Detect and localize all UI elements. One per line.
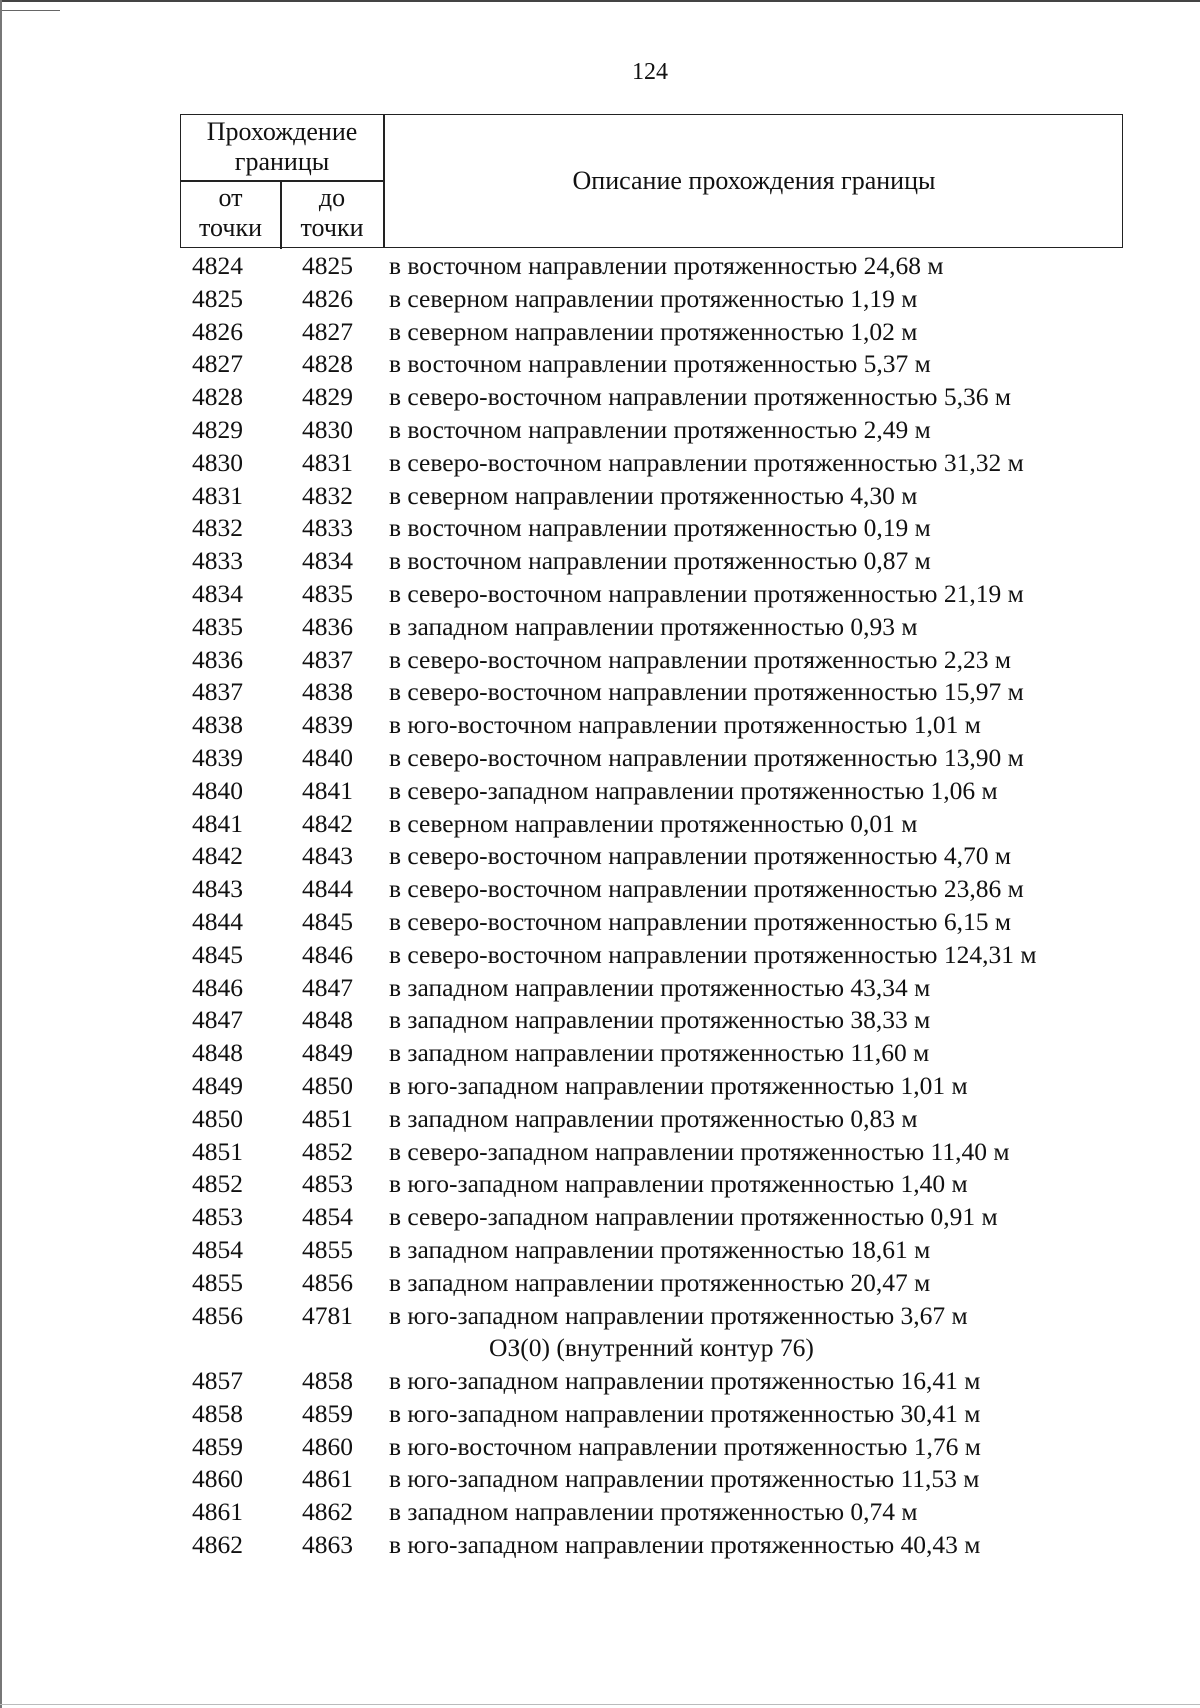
from-point-cell: 4829 (192, 414, 243, 444)
description-cell: в западном направлении протяженностью 43,34 м (389, 972, 931, 1002)
to-point-cell: 4842 (302, 808, 353, 838)
table-row (0, 1201, 1200, 1234)
from-point-cell: 4849 (192, 1070, 243, 1100)
description-cell: в северо-восточном направлении протяженностью 6,15 м (389, 906, 1011, 936)
description-cell: в западном направлении протяженностью 0,74 м (389, 1497, 918, 1527)
header-description: Описание прохождения границы (572, 166, 936, 195)
from-point-cell: 4837 (192, 677, 243, 707)
description-cell: в западном направлении протяженностью 0,93 м (389, 611, 918, 641)
from-point-cell: 4844 (192, 906, 243, 936)
to-point-cell: 4831 (302, 447, 353, 477)
to-point-cell: 4855 (302, 1234, 353, 1264)
scan-border-bottom (0, 1704, 1200, 1705)
from-point-cell: 4857 (192, 1366, 243, 1396)
to-point-cell: 4826 (302, 283, 353, 313)
table-row (0, 1529, 1200, 1562)
to-point-cell: 4852 (302, 1136, 353, 1166)
to-point-cell: 4846 (302, 939, 353, 969)
to-point-cell: 4848 (302, 1005, 353, 1035)
description-cell: в северном направлении протяженностью 1,19 м (389, 283, 918, 313)
description-cell: в юго-западном направлении протяженностью 16,41 м (389, 1366, 981, 1396)
description-cell: в западном направлении протяженностью 18,61 м (389, 1234, 931, 1264)
table-row (0, 1463, 1200, 1496)
header-to-line2: точки (300, 213, 364, 242)
from-point-cell: 4856 (192, 1300, 243, 1330)
from-point-cell: 4860 (192, 1464, 243, 1494)
from-point-cell: 4847 (192, 1005, 243, 1035)
to-point-cell: 4859 (302, 1398, 353, 1428)
from-point-cell: 4833 (192, 546, 243, 576)
from-point-cell: 4859 (192, 1431, 243, 1461)
description-cell: в северо-западном направлении протяженностью 11,40 м (389, 1136, 1010, 1166)
from-point-cell: 4851 (192, 1136, 243, 1166)
description-cell: в северном направлении протяженностью 4,30 м (389, 480, 918, 510)
to-point-cell: 4837 (302, 644, 353, 674)
description-cell: в западном направлении протяженностью 11,60 м (389, 1038, 930, 1068)
description-cell: в северо-западном направлении протяженностью 1,06 м (389, 775, 998, 805)
table-row (0, 939, 1200, 972)
table-row (0, 972, 1200, 1005)
to-point-cell: 4849 (302, 1038, 353, 1068)
from-point-cell: 4824 (192, 251, 243, 280)
from-point-cell: 4853 (192, 1202, 243, 1232)
description-cell: в восточном направлении протяженностью 24,68 м (389, 251, 944, 280)
table-row (0, 1398, 1200, 1431)
table-row (0, 1431, 1200, 1464)
table-row (0, 1070, 1200, 1103)
table-row (0, 1496, 1200, 1529)
header-passage (181, 117, 383, 177)
from-point-cell: 4858 (192, 1398, 243, 1428)
from-point-cell: 4839 (192, 742, 243, 772)
table-row (0, 578, 1200, 611)
to-point-cell: 4827 (302, 316, 353, 346)
from-point-cell: 4850 (192, 1103, 243, 1133)
description-cell: в восточном направлении протяженностью 0,19 м (389, 513, 931, 543)
to-point-cell: 4830 (302, 414, 353, 444)
description-cell: в юго-западном направлении протяженностью 3,67 м (389, 1300, 968, 1330)
to-point-cell: 4863 (302, 1530, 353, 1560)
table-header (180, 114, 1123, 248)
from-point-cell: 4852 (192, 1169, 243, 1199)
from-point-cell: 4832 (192, 513, 243, 543)
table-row (0, 1300, 1200, 1333)
table-row (0, 512, 1200, 545)
description-cell: в северо-восточном направлении протяженностью 31,32 м (389, 447, 1024, 477)
to-point-cell: 4838 (302, 677, 353, 707)
from-point-cell: 4861 (192, 1497, 243, 1527)
from-point-cell: 4827 (192, 349, 243, 379)
table-row (0, 1234, 1200, 1267)
from-point-cell: 4836 (192, 644, 243, 674)
to-point-cell: 4861 (302, 1464, 353, 1494)
description-cell: в северо-восточном направлении протяженностью 5,36 м (389, 382, 1011, 412)
from-point-cell: 4840 (192, 775, 243, 805)
table-row (0, 611, 1200, 644)
description-cell: в северо-восточном направлении протяженностью 21,19 м (389, 578, 1024, 608)
table-row (0, 480, 1200, 513)
header-to-point (281, 183, 383, 243)
description-cell: в северном направлении протяженностью 1,02 м (389, 316, 918, 346)
page-number: 124 (632, 59, 668, 85)
from-point-cell: 4845 (192, 939, 243, 969)
to-point-cell: 4833 (302, 513, 353, 543)
header-from-line2: точки (199, 213, 262, 242)
table-row (0, 1365, 1200, 1398)
header-passage-line1: Прохождение (206, 117, 358, 146)
table-row (0, 709, 1200, 742)
to-point-cell: 4856 (302, 1267, 353, 1297)
section-title: ОЗ(0) (внутренний контур 76) (489, 1333, 814, 1363)
to-point-cell: 4828 (302, 349, 353, 379)
table-row (0, 840, 1200, 873)
to-point-cell: 4854 (302, 1202, 353, 1232)
to-point-cell: 4839 (302, 710, 353, 740)
from-point-cell: 4843 (192, 874, 243, 904)
to-point-cell: 4829 (302, 382, 353, 412)
description-cell: в северо-западном направлении протяженностью 0,91 м (389, 1202, 998, 1232)
from-point-cell: 4862 (192, 1530, 243, 1560)
from-point-cell: 4835 (192, 611, 243, 641)
scan-border-top (0, 0, 1200, 2)
description-cell: в северо-восточном направлении протяженностью 15,97 м (389, 677, 1024, 707)
table-row (0, 1103, 1200, 1136)
header-from-point (181, 183, 280, 243)
table-row (0, 1004, 1200, 1037)
from-point-cell: 4841 (192, 808, 243, 838)
from-point-cell: 4846 (192, 972, 243, 1002)
table-row (0, 742, 1200, 775)
description-cell: в юго-западном направлении протяженностью 1,01 м (389, 1070, 968, 1100)
description-cell: в восточном направлении протяженностью 0,87 м (389, 546, 931, 576)
header-from-line1: от (218, 183, 243, 212)
to-point-cell: 4851 (302, 1103, 353, 1133)
description-cell: в северном направлении протяженностью 0,01 м (389, 808, 918, 838)
to-point-cell: 4835 (302, 578, 353, 608)
table-row (0, 873, 1200, 906)
description-cell: в западном направлении протяженностью 20,47 м (389, 1267, 931, 1297)
from-point-cell: 4842 (192, 841, 243, 871)
description-cell: в северо-восточном направлении протяженностью 124,31 м (389, 939, 1037, 969)
from-point-cell: 4830 (192, 447, 243, 477)
description-cell: в восточном направлении протяженностью 2,49 м (389, 414, 931, 444)
to-point-cell: 4862 (302, 1497, 353, 1527)
to-point-cell: 4832 (302, 480, 353, 510)
table-row (0, 414, 1200, 447)
table-row (0, 316, 1200, 349)
description-cell: в юго-западном направлении протяженностью 1,40 м (389, 1169, 968, 1199)
header-divider-horizontal (181, 180, 383, 182)
table-row (0, 447, 1200, 480)
to-point-cell: 4858 (302, 1366, 353, 1396)
from-point-cell: 4834 (192, 578, 243, 608)
to-point-cell: 4834 (302, 546, 353, 576)
to-point-cell: 4845 (302, 906, 353, 936)
table-row (0, 1267, 1200, 1300)
table-row (0, 775, 1200, 808)
table-row (0, 283, 1200, 316)
description-cell: в западном направлении протяженностью 0,83 м (389, 1103, 918, 1133)
table-body (0, 250, 1200, 1562)
table-row (0, 1037, 1200, 1070)
to-point-cell: 4841 (302, 775, 353, 805)
table-row (0, 644, 1200, 677)
from-point-cell: 4838 (192, 710, 243, 740)
from-point-cell: 4828 (192, 382, 243, 412)
from-point-cell: 4831 (192, 480, 243, 510)
to-point-cell: 4860 (302, 1431, 353, 1461)
table-row (0, 1136, 1200, 1169)
from-point-cell: 4854 (192, 1234, 243, 1264)
to-point-cell: 4781 (302, 1300, 353, 1330)
to-point-cell: 4840 (302, 742, 353, 772)
table-row (0, 676, 1200, 709)
header-passage-line2: границы (234, 147, 330, 176)
scan-border-top-mark (0, 10, 60, 11)
description-cell: в северо-восточном направлении протяженностью 2,23 м (389, 644, 1011, 674)
from-point-cell: 4855 (192, 1267, 243, 1297)
from-point-cell: 4825 (192, 283, 243, 313)
to-point-cell: 4836 (302, 611, 353, 641)
description-cell: в юго-западном направлении протяженностью 40,43 м (389, 1530, 981, 1560)
description-cell: в юго-западном направлении протяженностью 11,53 м (389, 1464, 980, 1494)
to-point-cell: 4825 (302, 251, 353, 280)
description-cell: в юго-западном направлении протяженностью 30,41 м (389, 1398, 981, 1428)
table-row (0, 250, 1200, 283)
description-cell: в юго-восточном направлении протяженностью 1,01 м (389, 710, 981, 740)
description-cell: в северо-восточном направлении протяженностью 23,86 м (389, 874, 1024, 904)
description-cell: в юго-восточном направлении протяженностью 1,76 м (389, 1431, 981, 1461)
table-row (0, 545, 1200, 578)
to-point-cell: 4847 (302, 972, 353, 1002)
to-point-cell: 4850 (302, 1070, 353, 1100)
from-point-cell: 4826 (192, 316, 243, 346)
description-cell: в восточном направлении протяженностью 5,37 м (389, 349, 931, 379)
to-point-cell: 4843 (302, 841, 353, 871)
description-cell: в северо-восточном направлении протяженностью 13,90 м (389, 742, 1024, 772)
table-row (0, 1168, 1200, 1201)
description-cell: в северо-восточном направлении протяженностью 4,70 м (389, 841, 1011, 871)
to-point-cell: 4844 (302, 874, 353, 904)
description-cell: в западном направлении протяженностью 38,33 м (389, 1005, 931, 1035)
to-point-cell: 4853 (302, 1169, 353, 1199)
table-row (0, 381, 1200, 414)
table-row (0, 808, 1200, 841)
from-point-cell: 4848 (192, 1038, 243, 1068)
table-row (0, 906, 1200, 939)
header-to-line1: до (318, 183, 346, 212)
table-row (0, 348, 1200, 381)
